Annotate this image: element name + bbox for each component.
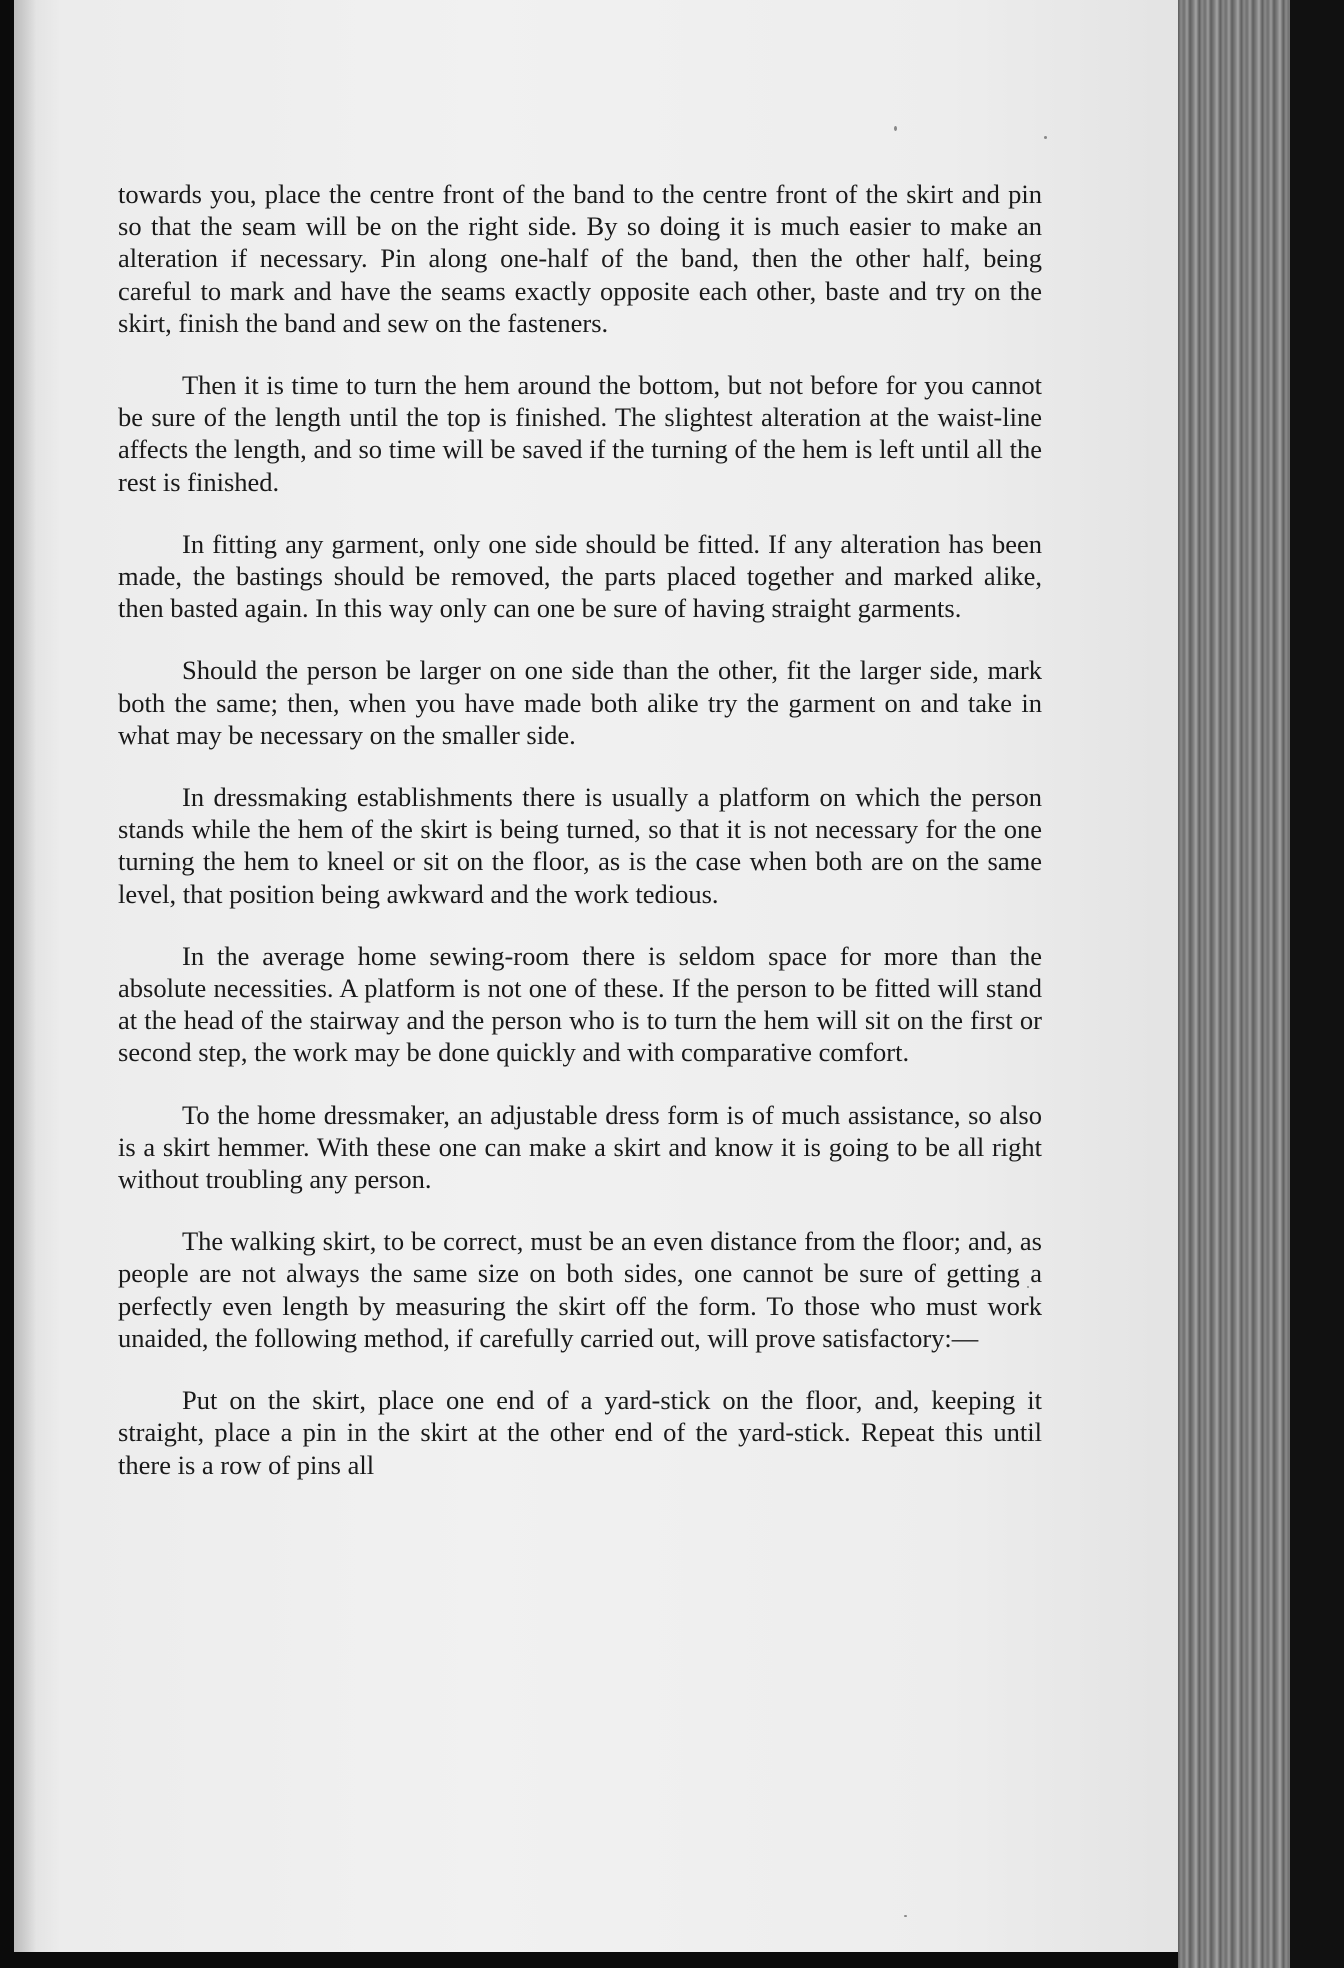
paragraph: In fitting any garment, only one side should be fitted. If any alteration has been made, the bastings should be removed, the parts placed together and marked alike, then basted again. In this way only can one be sure of having straight garments.	[118, 528, 1042, 624]
paragraph: The walking skirt, to be correct, must be an even distance from the floor; and, as people are not always the same size on both sides, one cannot be sure of getting a perfectly even length by measuring the skirt off the form. To those who must work unaided, the following method, if carefully carried out, will prove satisfactory:—	[118, 1226, 1042, 1353]
paragraph: In dressmaking establishments there is usually a platform on which the person stands while the hem of the skirt is being turned, so that it is not necessary for the one turning the hem to kneel or sit on the floor, as is the case when both are on the same level, that position being awkward and the work tedious.	[118, 782, 1042, 909]
paper-speck	[1044, 136, 1047, 139]
paragraph: towards you, place the centre front of the band to the centre front of the skirt and pin so that the seam will be on the right side. By so doing it is much easier to make an alteration if necessary. Pin along one-half of the band, then the other half, being careful to mark and have the seams exactly opposite each other, baste and try on the skirt, finish the band and sew on the fasteners.	[118, 179, 1042, 338]
page-sheet	[14, 0, 1184, 1952]
paper-speck	[904, 1915, 907, 1917]
paragraph: In the average home sewing-room there is seldom space for more than the absolute necessities. A platform is not one of these. If the person to be fitted will stand at the head of the stairway and the person who is to turn the hem will sit on the first or second step, the work may be done quickly and with comparative comfort.	[118, 940, 1042, 1068]
gutter-shadow	[14, 0, 36, 1952]
paragraph: Then it is time to turn the hem around the bottom, but not before for you cannot be sure of the length until the top is finished. The slightest alteration at the waist-line affects the length, and so time will be saved if the turning of the hem is left until all the rest is finished.	[118, 370, 1042, 497]
paper-speck	[894, 126, 897, 131]
book-cover-edge	[1290, 0, 1344, 1968]
paragraph: To the home dressmaker, an adjustable dress form is of much assistance, so also is a skirt hemmer. With these one can make a skirt and know it is going to be all right without troubling any person.	[118, 1099, 1042, 1195]
paragraph: Should the person be larger on one side than the other, fit the larger side, mark both the same; then, when you have made both alike try the garment on and take in what may be necessary on the smaller side.	[118, 655, 1042, 750]
body-text	[118, 178, 1042, 1511]
paragraph: Put on the skirt, place one end of a yard-stick on the floor, and, keeping it straight, place a pin in the skirt at the other end of the yard-stick. Repeat this until there is a row of pins all	[118, 1385, 1042, 1480]
